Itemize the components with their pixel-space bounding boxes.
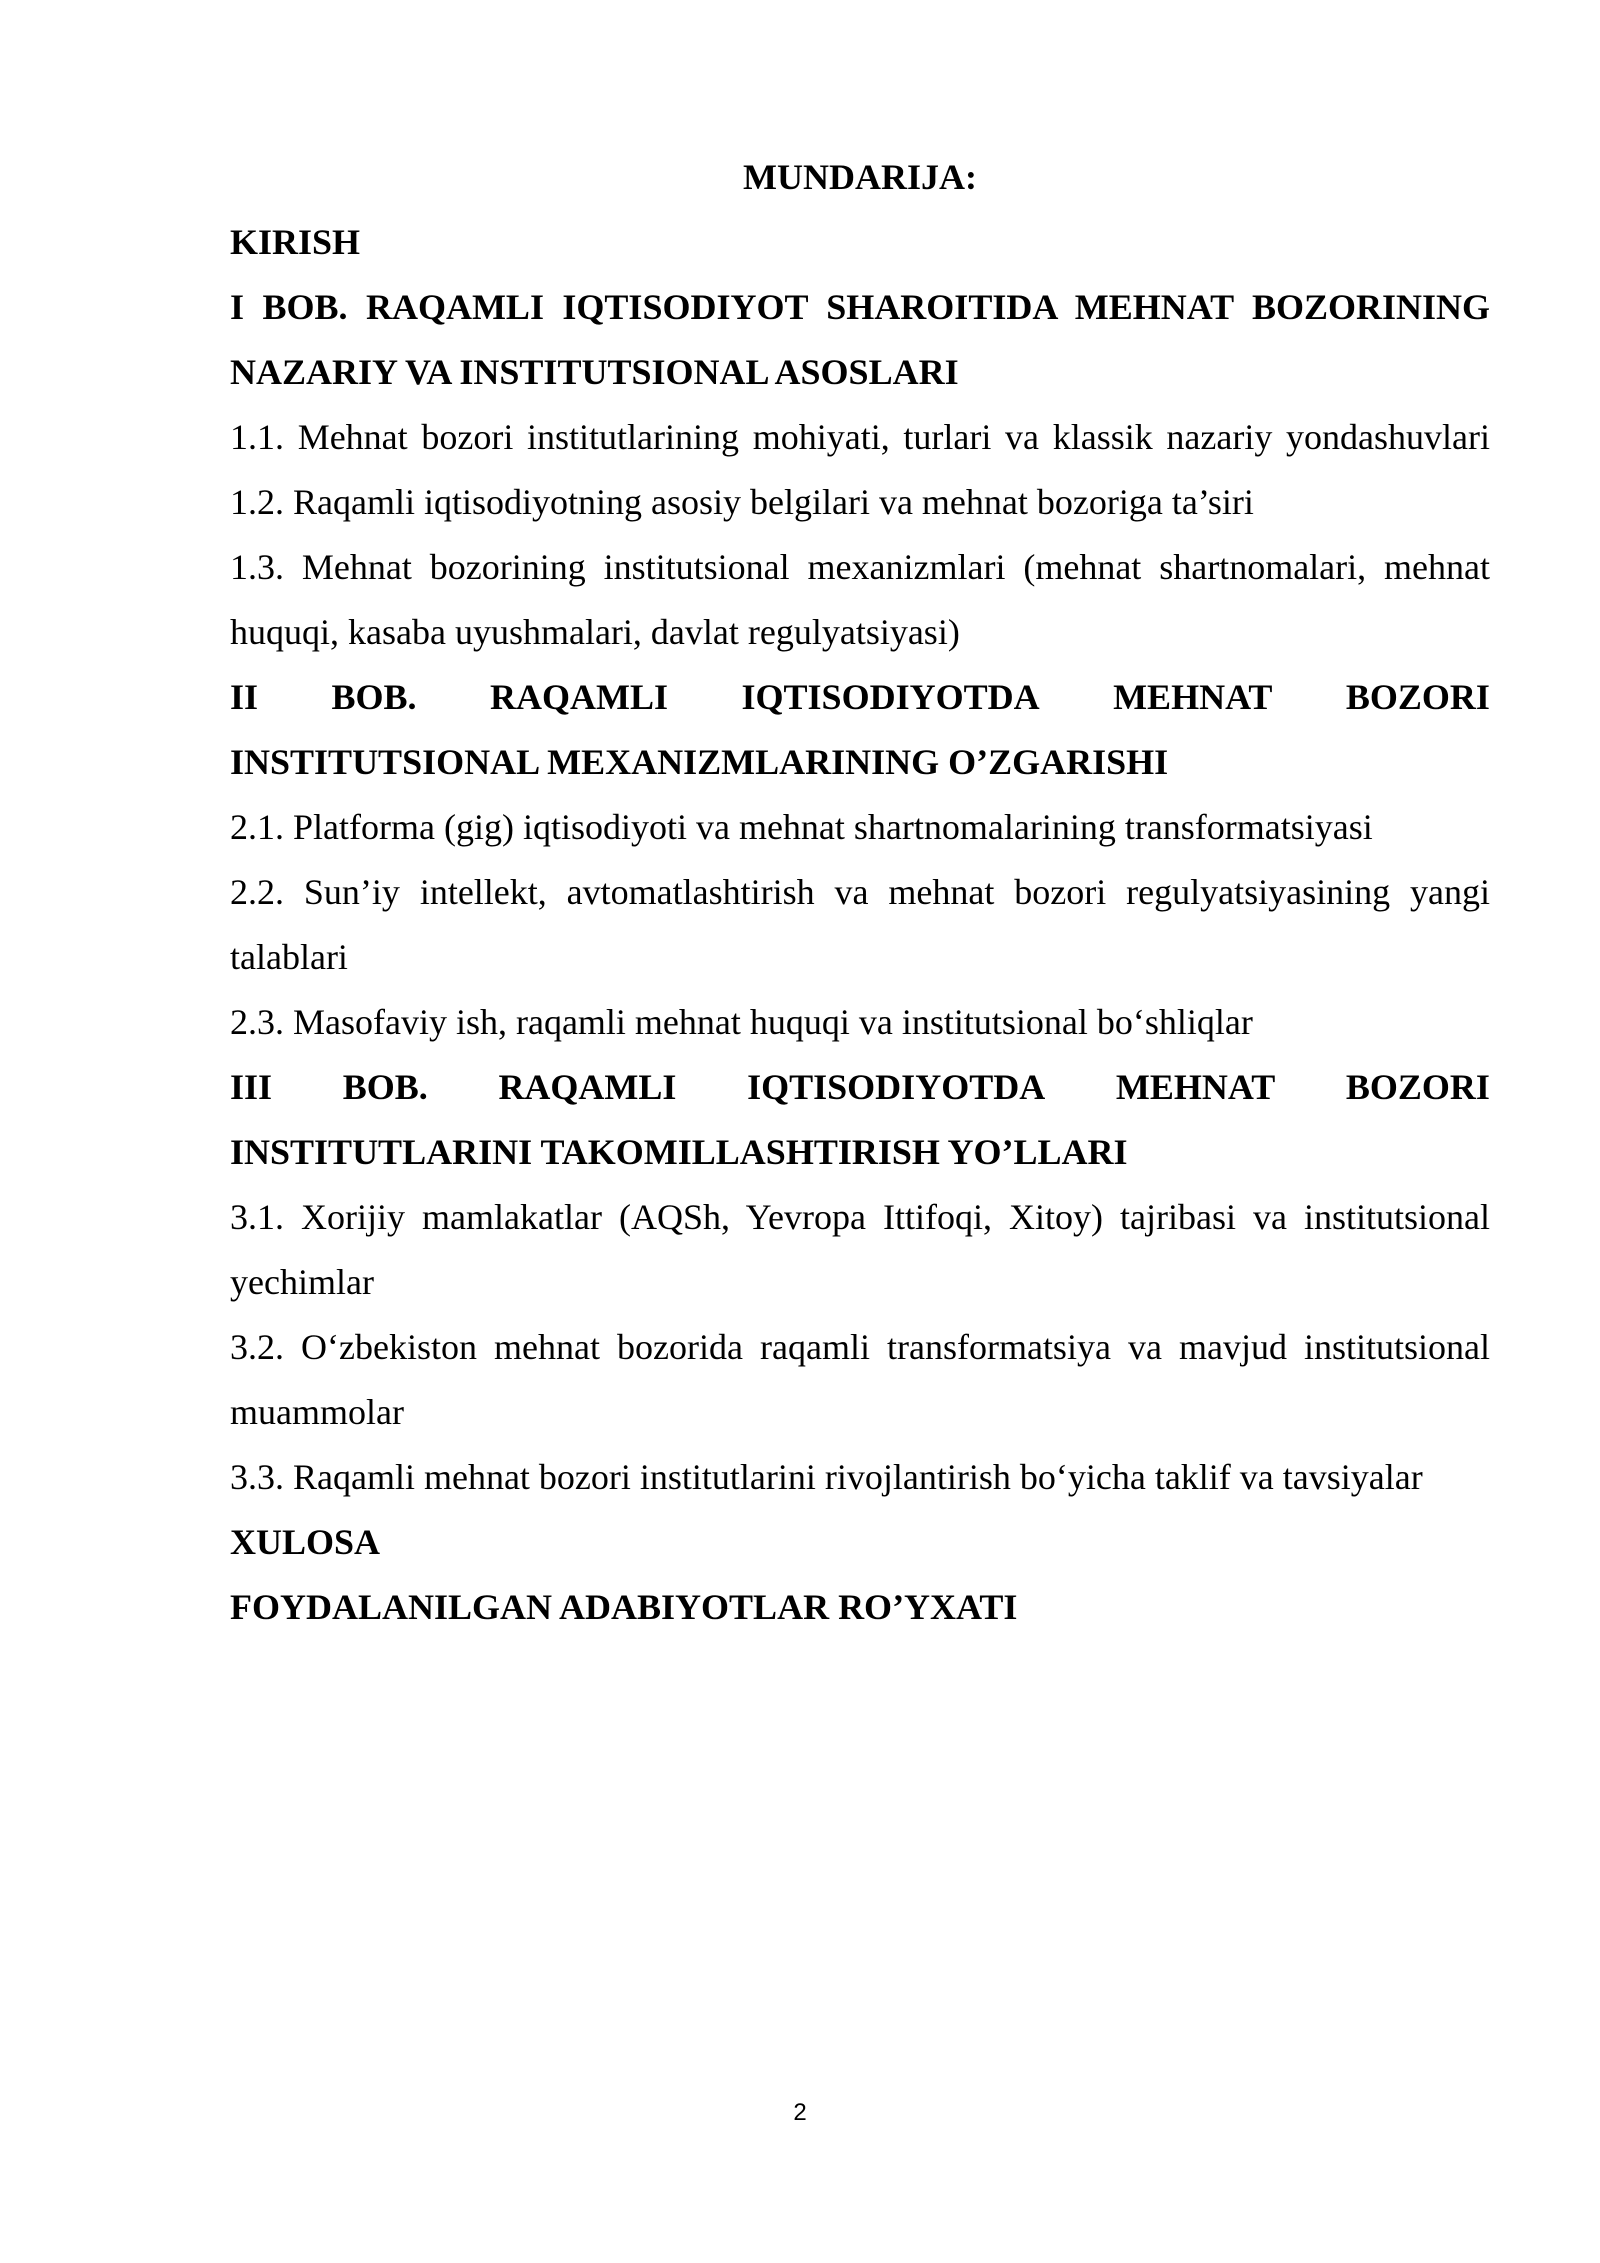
toc-chapter-2-line-2: INSTITUTSIONAL MEXANIZMLARINING O’ZGARISHI xyxy=(230,742,1169,782)
toc-chapter-1-line-1: I BOB. RAQAMLI IQTISODIYOT SHAROITIDA MEHNAT BOZORINING xyxy=(230,287,1490,327)
toc-section-2-1: 2.1. Platforma (gig) iqtisodiyoti va mehnat shartnomalarining transformatsiyasi xyxy=(230,807,1373,847)
toc-chapter-2-word: BOB. xyxy=(331,677,417,717)
toc-chapter-3-word: RAQAMLI xyxy=(498,1067,677,1107)
toc-section-1-2: 1.2. Raqamli iqtisodiyotning asosiy belgilari va mehnat bozoriga ta’siri xyxy=(230,482,1254,522)
toc-section-3-2-line-1: 3.2. O‘zbekiston mehnat bozorida raqamli transformatsiya va mavjud institutsional xyxy=(230,1327,1490,1367)
toc-chapter-3-word: BOB. xyxy=(342,1067,428,1107)
toc-chapter-3-line-1 xyxy=(230,1055,1490,1120)
toc-section-1-1: 1.1. Mehnat bozori institutlarining mohiyati, turlari va klassik nazariy yondashuvlari xyxy=(230,417,1490,457)
toc-entry-kirish: KIRISH xyxy=(230,222,361,262)
toc-section-1-3-line-2: huquqi, kasaba uyushmalari, davlat regulyatsiyasi) xyxy=(230,612,960,652)
toc-entry-xulosa: XULOSA xyxy=(230,1522,381,1562)
toc-chapter-2-word: RAQAMLI xyxy=(490,677,669,717)
toc-chapter-1-line-2: NAZARIY VA INSTITUTSIONAL ASOSLARI xyxy=(230,352,959,392)
toc-chapter-3-word: MEHNAT xyxy=(1115,1067,1276,1107)
toc-section-3-2-line-2: muammolar xyxy=(230,1392,404,1432)
toc-chapter-3-word: IQTISODIYOTDA xyxy=(747,1067,1046,1107)
toc-section-3-1-line-1: 3.1. Xorijiy mamlakatlar (AQSh, Yevropa Ittifoqi, Xitoy) tajribasi va institutsional xyxy=(230,1197,1490,1237)
toc-section-3-3: 3.3. Raqamli mehnat bozori institutlarini rivojlantirish bo‘yicha taklif va tavsiyalar xyxy=(230,1457,1423,1497)
toc-section-2-2-line-2: talablari xyxy=(230,937,348,977)
toc-chapter-2-line-1 xyxy=(230,665,1490,730)
toc-section-2-3: 2.3. Masofaviy ish, raqamli mehnat huquqi va institutsional bo‘shliqlar xyxy=(230,1002,1253,1042)
toc-chapter-2-word: MEHNAT xyxy=(1113,677,1273,717)
page-number: 2 xyxy=(793,2099,807,2126)
toc-chapter-3-word: BOZORI xyxy=(1345,1067,1490,1107)
toc-chapter-2-word: IQTISODIYOTDA xyxy=(741,677,1040,717)
toc-entry-adabiyotlar: FOYDALANILGAN ADABIYOTLAR RO’YXATI xyxy=(230,1587,1018,1627)
toc-section-3-1-line-2: yechimlar xyxy=(230,1262,374,1302)
toc-chapter-2-word: II xyxy=(230,677,259,717)
toc-title: MUNDARIJA: xyxy=(743,157,977,197)
table-of-contents xyxy=(230,145,1490,1640)
toc-section-2-2-line-1: 2.2. Sun’iy intellekt, avtomatlashtirish va mehnat bozori regulyatsiyasining yangi xyxy=(230,872,1490,912)
toc-chapter-2-word: BOZORI xyxy=(1345,677,1490,717)
toc-chapter-3-line-2: INSTITUTLARINI TAKOMILLASHTIRISH YO’LLARI xyxy=(230,1132,1128,1172)
toc-section-1-3-line-1: 1.3. Mehnat bozorining institutsional mexanizmlari (mehnat shartnomalari, mehnat xyxy=(230,547,1490,587)
toc-chapter-3-word: III xyxy=(230,1067,273,1107)
